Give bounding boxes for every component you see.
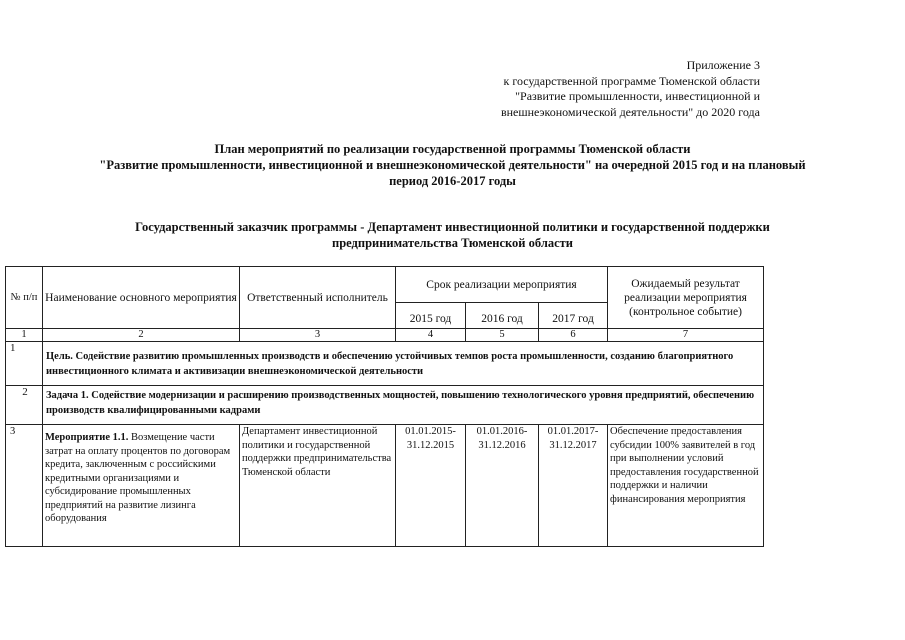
task-row (6, 386, 764, 425)
appendix-header (430, 58, 760, 120)
activity-name-rest: Возмещение части затрат на оплату процентов по договорам кредита, заключенным с российскими кредитными организациями и субсидирование промышленных предприятий на развитие лизинга оборудования (45, 432, 231, 524)
header-year-2015: 2015 год (396, 303, 466, 329)
header-name: Наименование основного мероприятия (43, 267, 240, 329)
activity-num: 3 (6, 425, 43, 547)
activity-period-2017: 01.01.2017-31.12.2017 (539, 425, 608, 547)
header-row (6, 267, 764, 303)
goal-num: 1 (6, 342, 43, 386)
goal-row (6, 342, 764, 386)
column-index: 1 (6, 329, 43, 342)
column-index: 4 (396, 329, 466, 342)
header-year-2017: 2017 год (539, 303, 608, 329)
appendix-line-2: к государственной программе Тюменской области (503, 73, 760, 88)
column-index: 3 (240, 329, 396, 342)
task-num: 2 (6, 386, 43, 425)
column-index: 6 (539, 329, 608, 342)
column-index: 2 (43, 329, 240, 342)
customer-line-2: предпринимательства Тюменской области (332, 236, 573, 250)
program-customer (0, 219, 905, 251)
activity-period-2015: 01.01.2015-31.12.2015 (396, 425, 466, 547)
task-text: Задача 1. Содействие модернизации и расширению производственных мощностей, повышению технологического уровня предприятий, обеспечению производств квалифицированными кадрами (43, 386, 764, 425)
activity-responsible: Департамент инвестиционной политики и государственной поддержки предпринимательства Тюменской области (240, 425, 396, 547)
customer-line-1: Государственный заказчик программы - Департамент инвестиционной политики и государственной поддержки (135, 220, 770, 234)
header-result: Ожидаемый результат реализации мероприятия (контрольное событие) (608, 267, 764, 329)
plan-table (5, 266, 764, 547)
activity-row (6, 425, 764, 547)
activity-name-bold: Мероприятие 1.1. (45, 432, 129, 443)
activity-period-2016: 01.01.2016-31.12.2016 (466, 425, 539, 547)
activity-result: Обеспечение предоставления субсидии 100% заявителей в год при выполнении условий предоставления государственной поддержки и наличии финансирования мероприятия (608, 425, 764, 547)
header-responsible: Ответственный исполнитель (240, 267, 396, 329)
title-line-1: План мероприятий по реализации государственной программы Тюменской области (214, 142, 691, 156)
title-line-2: "Развитие промышленности, инвестиционной и внешнеэкономической деятельности" на очередной 2015 год и на плановый (99, 158, 806, 172)
activity-name (43, 425, 240, 547)
header-period: Срок реализации мероприятия (396, 267, 608, 303)
appendix-line-1: Приложение 3 (686, 58, 760, 72)
header-num: № п/п (6, 267, 43, 329)
column-index: 5 (466, 329, 539, 342)
column-index-row (6, 329, 764, 342)
appendix-line-4: внешнеэкономической деятельности" до 2020 года (500, 104, 760, 119)
goal-text: Цель. Содействие развитию промышленных производств и обеспечению устойчивых темпов роста промышленности, созданию благоприятного инвестиционного климата и активизации внешнеэкономической деятельности (43, 342, 764, 386)
appendix-line-3: "Развитие промышленности, инвестиционной и (515, 89, 760, 103)
document-title (0, 141, 905, 189)
column-index: 7 (608, 329, 764, 342)
header-year-2016: 2016 год (466, 303, 539, 329)
title-line-3: период 2016-2017 годы (389, 174, 516, 188)
